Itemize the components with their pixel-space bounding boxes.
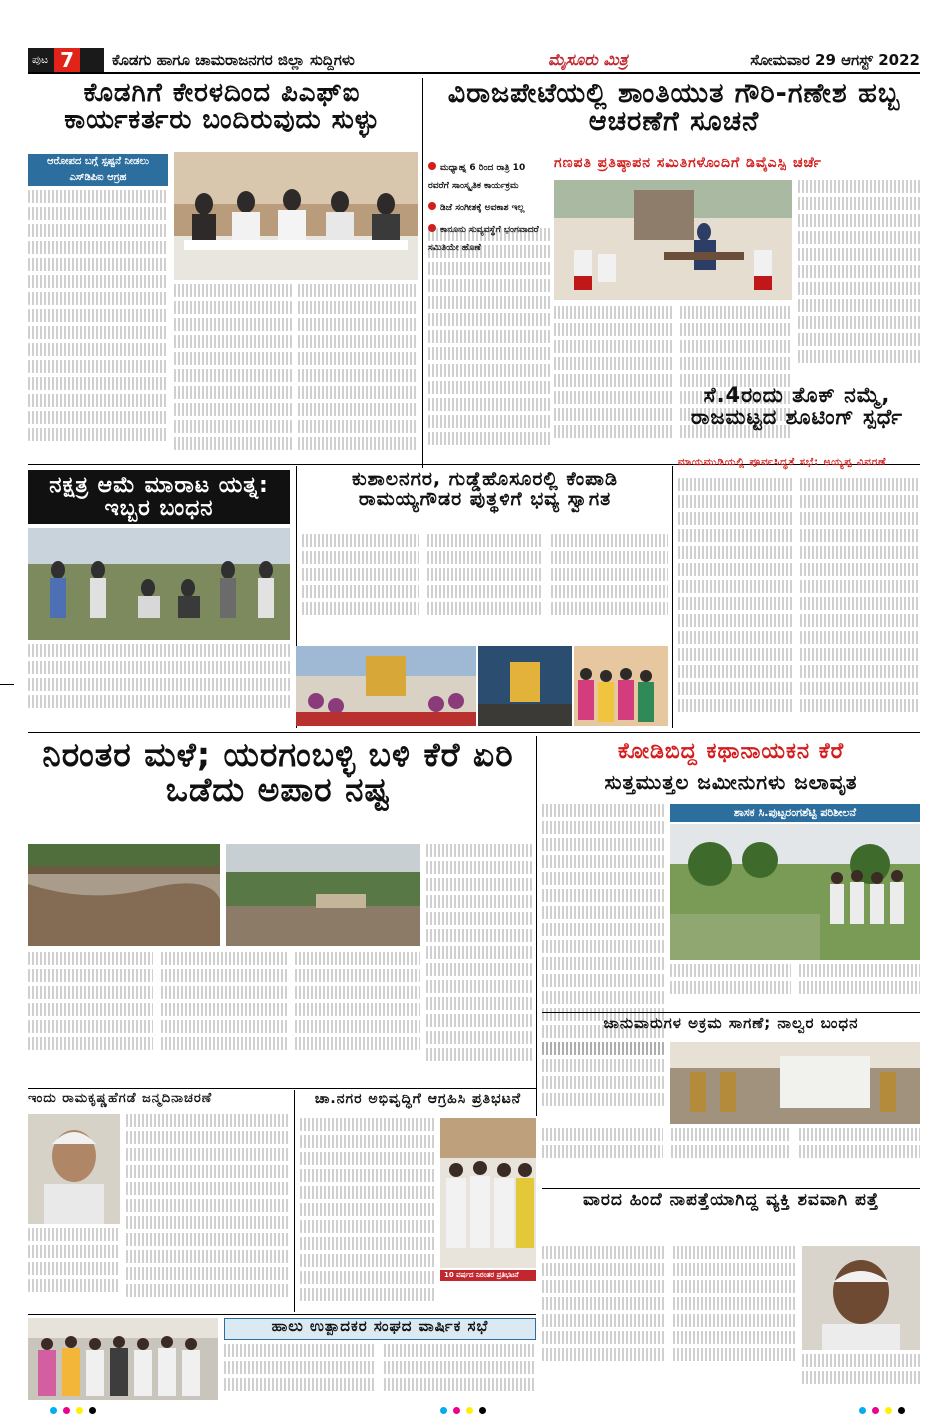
story7-body-2 [670,964,920,1008]
crop-mark [0,684,14,685]
section-divider [28,1314,536,1315]
story6-body-2 [426,844,532,1084]
story3-photo [28,528,290,640]
story10-body [542,1042,664,1114]
story12-photo [802,1246,920,1350]
story10-headline: ಜಾನುವಾರುಗಳ ಅಕ್ರಮ ಸಾಗಣೆ; ನಾಲ್ವರ ಬಂಧನ [603,1014,859,1032]
story4-body [302,534,668,644]
column-divider [672,466,673,728]
section-divider [542,1188,920,1189]
story5-body-2 [800,478,920,728]
section-divider [28,1088,536,1089]
story5-headline: ಸೆ.4ರಂದು ತೊಕ್ ನಮ್ಮೆ, ರಾಜಮಟ್ಟದ ಶೂಟಿಂಗ್ ಸ್ಪರ್ಧೆ [690,383,904,430]
story6-photo-2 [226,844,420,946]
story11-body [224,1344,536,1400]
story4-headline: ಕುಶಾಲನಗರ, ಗುಡ್ಡೆಹೊಸೂರಲ್ಲಿ ಕೆಂಪಾಡಿ ರಾಮಯ್ಯಗೌಡರ ಪುತ್ಥಳಿಗೆ ಭವ್ಯ ಸ್ವಾಗತ [352,468,618,510]
section-title: ಕೊಡಗು ಹಾಗೂ ಚಾಮರಾಜನಗರ ಜಿಲ್ಲಾ ಸುದ್ದಿಗಳು [112,51,355,69]
section-divider [28,732,920,733]
story2-bullet: ಕಾನೂನು ಸುವ್ಯವಸ್ಥೆಗೆ ಭಂಗವಾದರೆ ಸಮಿತಿಯೇ ಹೊಣೆ [428,225,539,253]
story7-photo [670,824,920,960]
story2-body-4 [798,180,920,382]
story4-photo-3 [574,646,668,726]
story1-body-3 [298,284,418,460]
story9-headline: ಚಾ.ನಗರ ಅಭಿವೃದ್ಧಿಗೆ ಆಗ್ರಹಿಸಿ ಪ್ರತಿಭಟನೆ [314,1091,522,1107]
registration-marks [50,1407,96,1414]
section-divider [542,1012,920,1013]
story6-headline: ನಿರಂತರ ಮಳೆ; ಯರಗಂಬಳ್ಳಿ ಬಳಿ ಕೆರೆ ಏರಿ ಒಡೆದು ಅಪಾರ ನಷ್ಟ [42,735,514,809]
story10-body-2 [542,1128,920,1184]
story2-body-2 [554,306,674,460]
story6-body [28,952,420,1084]
newspaper-page [28,48,920,1400]
story1-body [28,190,168,460]
story11-headline: ಹಾಲು ಉತ್ಪಾದಕರ ಸಂಘದ ವಾರ್ಷಿಕ ಸಭೆ [224,1318,536,1340]
story2-subhead: ಗಣಪತಿ ಪ್ರತಿಷ್ಠಾಪನ ಸಮಿತಿಗಳೊಂದಿಗೆ ಡಿವೈಎಸ್ಪಿ ಚರ್ಚೆ [554,155,822,171]
story12-body [542,1246,796,1400]
story1-kicker: ಆರೋಪದ ಬಗ್ಗೆ ಸ್ಪಷ್ಟನೆ ನೀಡಲು ಎಸ್‌ಡಿಪಿಐ ಆಗ್ರಹ [28,154,168,186]
story2-bullet: ಮಧ್ಯಾಹ್ನ 6 ರಿಂದ ರಾತ್ರಿ 10 ರವರೆಗೆ ಸಾಂಸ್ಕೃತಿಕ ಕಾರ್ಯಕ್ರಮ [428,163,526,191]
paper-name: ಮೈಸೂರು ಮಿತ್ರ [548,50,628,69]
story5-body [678,478,794,728]
page-number: 7 [54,48,80,72]
story7-headline-b: ಸುತ್ತಮುತ್ತಲ ಜಮೀನುಗಳು ಜಲಾವೃತ [604,770,858,794]
story3-body [28,644,290,722]
story2-photo [554,180,792,300]
story4-photo-2 [478,646,572,726]
column-divider [536,736,537,1116]
story10-photo [670,1042,920,1124]
story2-body [428,228,550,460]
story1-body-2 [174,284,292,460]
story1-headline: ಕೊಡಗಿಗೆ ಕೇರಳದಿಂದ ಪಿಎಫ್‌ಐ ಕಾರ್ಯಕರ್ತರು ಬಂದಿರುವುದು ಸುಳ್ಳು [64,78,380,136]
story2-bullet: ಡಿಜೆ ಸಂಗೀತಕ್ಕೆ ಅವಕಾಶ ಇಲ್ಲ [428,198,548,216]
masthead [28,48,920,74]
story4-photo-1 [296,646,476,726]
story7-headline-a: ಕೋಡಿಬಿದ್ದ ಕಥಾನಾಯಕನ ಕೆರೆ [617,739,845,764]
page-label: ಪುಟ [32,53,49,66]
story9-photo [440,1118,536,1268]
story8-headline: ಇಂದು ರಾಮಕೃಷ್ಣಹೆಗಡೆ ಜನ್ಮದಿನಾಚರಣೆ [28,1091,213,1106]
story8-body-2 [28,1228,120,1308]
column-divider [422,78,423,468]
story5-subhead: ಮಾಯಮುಡಿಯಲ್ಲಿ ಪೂರ್ವಸಿದ್ಧತೆ ಸಭೆ: ಅಯ್ಯಪ್ಪ ವಿವರಣೆ [678,457,887,468]
page-number-box [28,48,104,72]
story12-headline: ವಾರದ ಹಿಂದೆ ನಾಪತ್ತೆಯಾಗಿದ್ದ ವ್ಯಕ್ತಿ ಶವವಾಗಿ ಪತ್ತೆ [582,1190,879,1210]
story2-headline: ವಿರಾಜಪೇಟೆಯಲ್ಲಿ ಶಾಂತಿಯುತ ಗೌರಿ-ಗಣೇಶ ಹಬ್ಬ ಆಚರಣೆಗೆ ಸೂಚನೆ [447,78,901,138]
registration-marks [859,1407,905,1414]
story3-headline: ನಕ್ಷತ್ರ ಆಮೆ ಮಾರಾಟ ಯತ್ನ: ಇಬ್ಬರ ಬಂಧನ [28,470,290,524]
story9-caption: 10 ವರ್ಷದ ನಿರಂತರ ಪ್ರತಿಭಟನೆ [440,1270,536,1281]
story9-body [300,1118,436,1308]
story12-body-2 [802,1354,920,1400]
column-divider [294,1090,295,1312]
story11-photo [28,1318,218,1400]
story6-photo-1 [28,844,220,946]
story1-photo [174,152,418,280]
story8-photo [28,1114,120,1224]
registration-marks [440,1407,486,1414]
story7-photo-caption: ಶಾಸಕ ಸಿ.ಪುಟ್ಟರಂಗಶೆಟ್ಟಿ ಪರಿಶೀಲನೆ [670,804,920,822]
story8-body [126,1114,290,1308]
issue-date: ಸೋಮವಾರ 29 ಆಗಸ್ಟ್ 2022 [750,51,920,69]
